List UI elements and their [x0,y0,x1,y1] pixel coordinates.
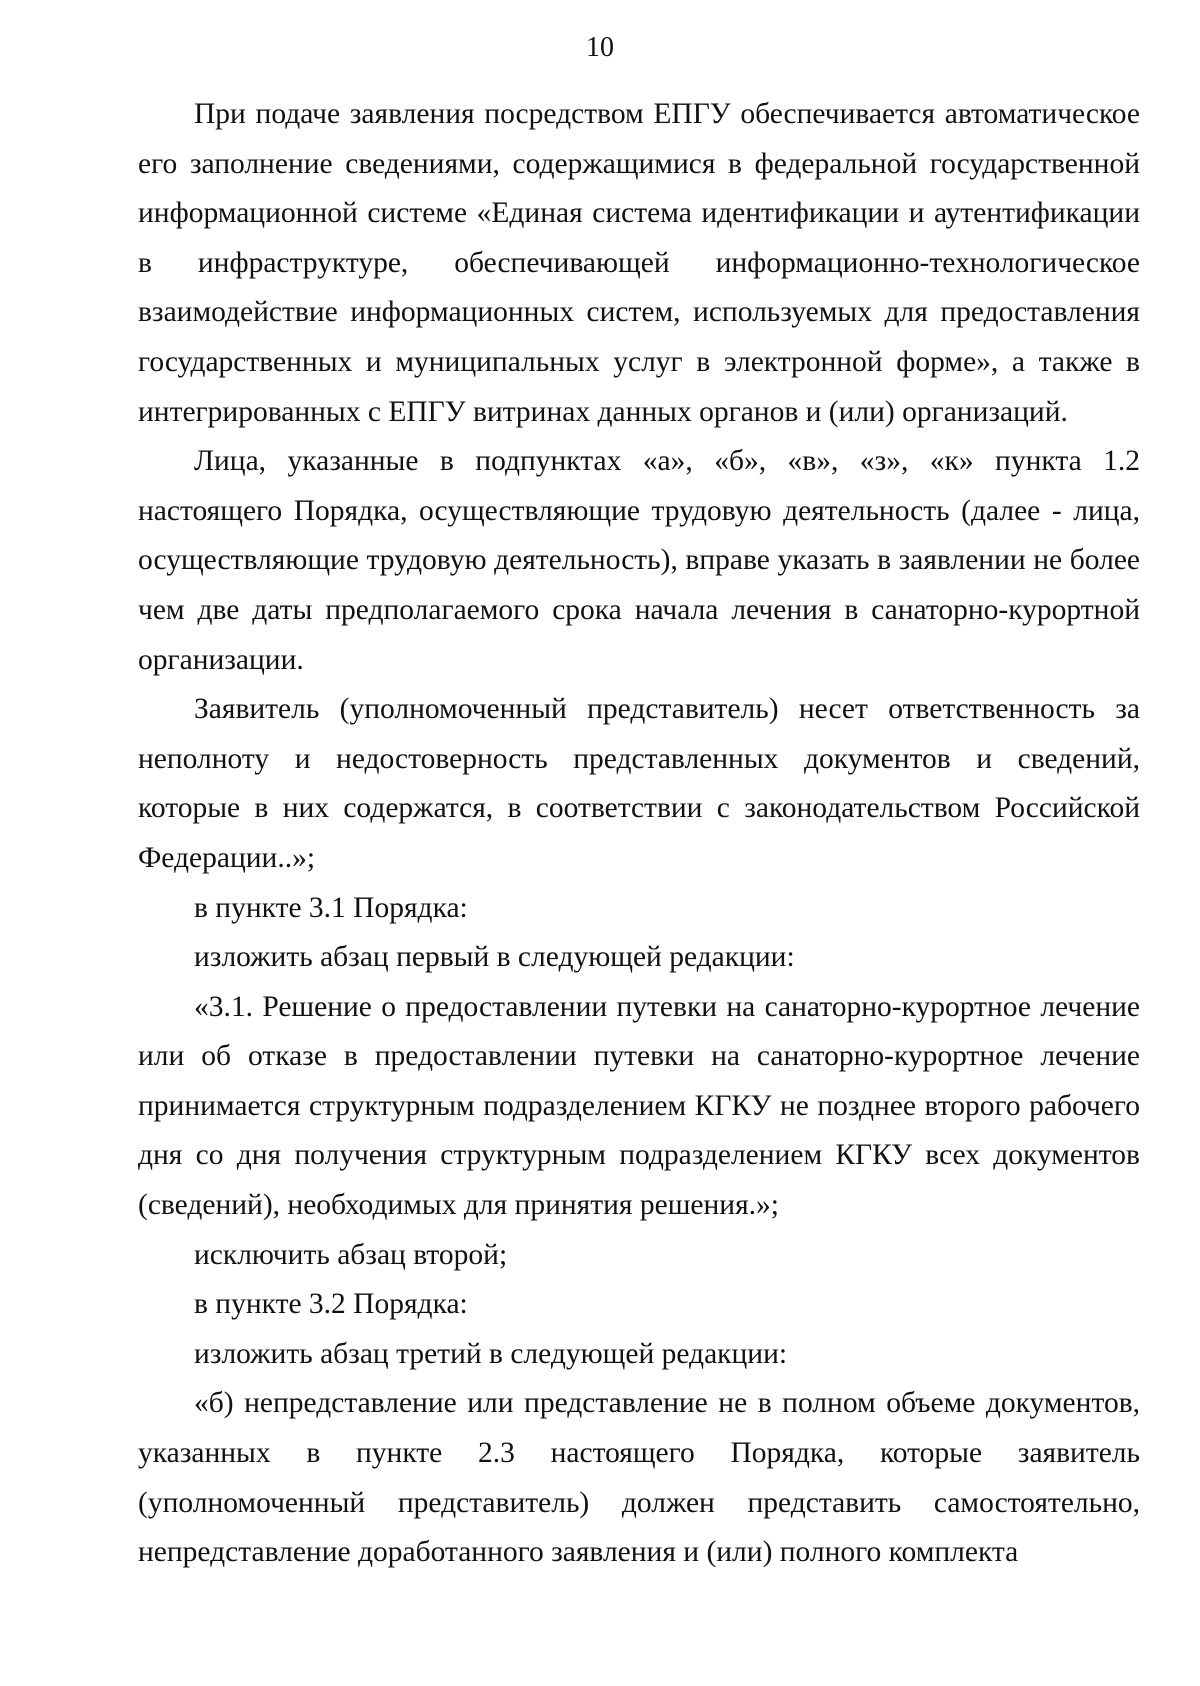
paragraph-epgu-autofill: При подаче заявления посредством ЕПГУ обеспечивается автоматическое его заполнение сведениями, содержащимися в федеральной государственной информационной системе «Единая система идентификации и аутентификации в инфраструктуре, обеспечивающей информационно-технологическое взаимодействие информационных систем, используемых для предоставления государственных и муниципальных услуг в электронной форме», а также в интегрированных с ЕПГУ витринах данных органов и (или) организаций. [138,98,1140,428]
page-number: 10 [586,32,614,63]
paragraph-clause-3-2-text: «б) непредставление или представление не в полном объеме документов, указанных в пункте 2.3 настоящего Порядка, которые заявитель (уполномоченный представитель) должен представить самостоятельно, непредставление доработанного заявления и (или) полного комплекта [138,1387,1140,1569]
paragraph-clause-3-2-instruction: изложить абзац третий в следующей редакции: [194,1337,788,1370]
document-body [138,90,1140,1578]
paragraph-clause-3-2-heading: в пункте 3.2 Порядка: [194,1288,468,1321]
paragraph-clause-3-1-text: «3.1. Решение о предоставлении путевки на санаторно-курортное лечение или об отказе в предоставлении путевки на санаторно-курортное лечение принимается структурным подразделением КГКУ не позднее второго рабочего дня со дня получения структурным подразделением КГКУ всех документов (сведений), необходимых для принятия решения.»; [138,990,1140,1222]
paragraph-exclude-second: исключить абзац второй; [194,1238,508,1271]
paragraph-treatment-dates: Лица, указанные в подпунктах «а», «б», «в», «з», «к» пункта 1.2 настоящего Порядка, осуществляющие трудовую деятельность (далее - лица, осуществляющие трудовую деятельность), вправе указать в заявлении не более чем две даты предполагаемого срока начала лечения в санаторно-курортной организации. [138,445,1140,676]
paragraph-clause-3-1-instruction: изложить абзац первый в следующей редакции: [194,941,795,974]
paragraph-applicant-responsibility: Заявитель (уполномоченный представитель) несет ответственность за неполноту и недостоверность представленных документов и сведений, которые в них содержатся, в соответствии с законодательством Российской Федерации..»; [138,693,1140,874]
paragraph-clause-3-1-heading: в пункте 3.1 Порядка: [194,891,468,924]
